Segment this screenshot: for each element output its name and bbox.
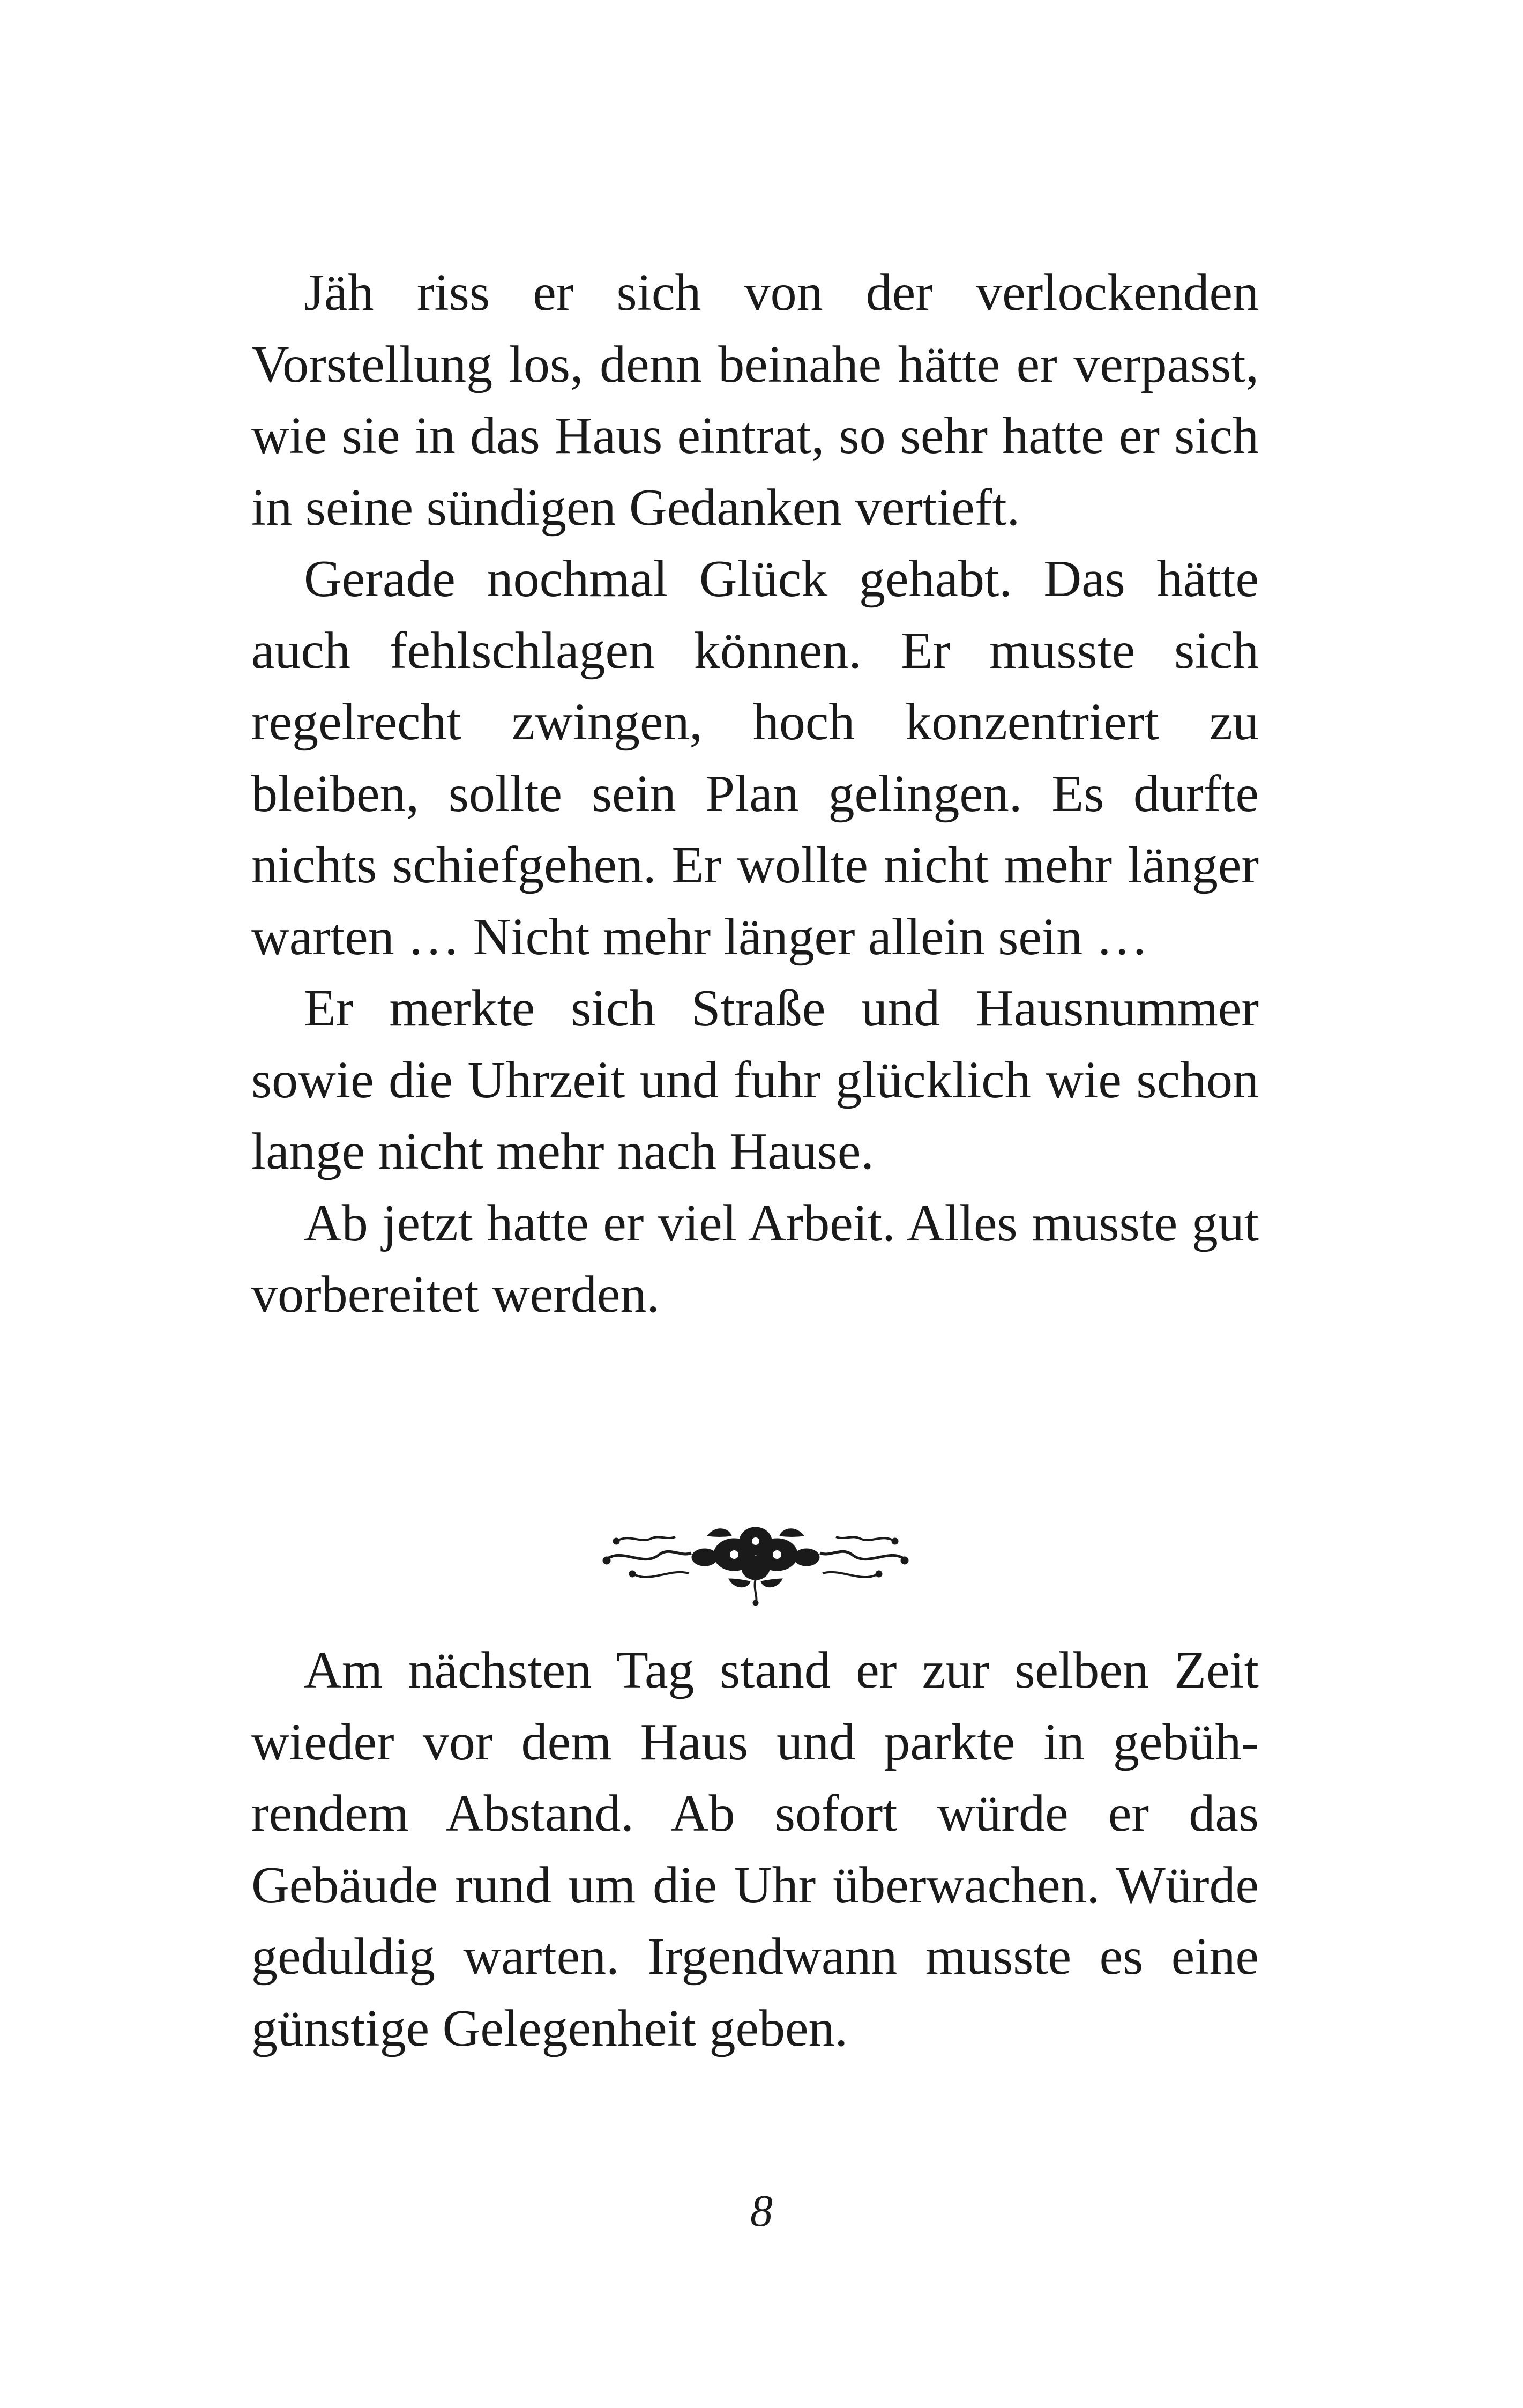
paragraph: Gerade nochmal Glück gehabt. Das hätte auch fehlschlagen können. Er musste sich regelrecht zwingen, hoch konzentriert zu bleiben, sollte sein Plan gelingen. Es durfte nichts schiefgehen. Er wollte nicht mehr länger warten … Nicht mehr länger allein sein … [251, 550, 1259, 966]
floral-ornament-icon [600, 1504, 911, 1606]
paragraph: Am nächsten Tag stand er zur selben Zeit wieder vor dem Haus und parkte in gebührendem Abstand. Ab sofort würde er das Gebäude rund um die Uhr überwachen. Würde geduldig warten. Irgendwann musste es eine günstige Gelegenheit geben. [251, 1641, 1259, 2057]
text-section-2 [251, 1635, 1259, 2064]
text-section-1 [251, 257, 1259, 1331]
paragraph: Ab jetzt hatte er viel Arbeit. Alles musste gut vorbereitet werden. [251, 1194, 1259, 1324]
paragraph: Er merkte sich Straße und Hausnummer sowie die Uhrzeit und fuhr glücklich wie schon lange nicht mehr nach Hause. [251, 979, 1259, 1180]
page-number: 8 [750, 2186, 773, 2236]
paragraph: Jäh riss er sich von der verlockenden Vorstellung los, denn beinahe hätte er verpasst, wie sie in das Haus eintrat, so sehr hatte er sich in seine sündigen Gedanken vertieft. [251, 264, 1259, 537]
